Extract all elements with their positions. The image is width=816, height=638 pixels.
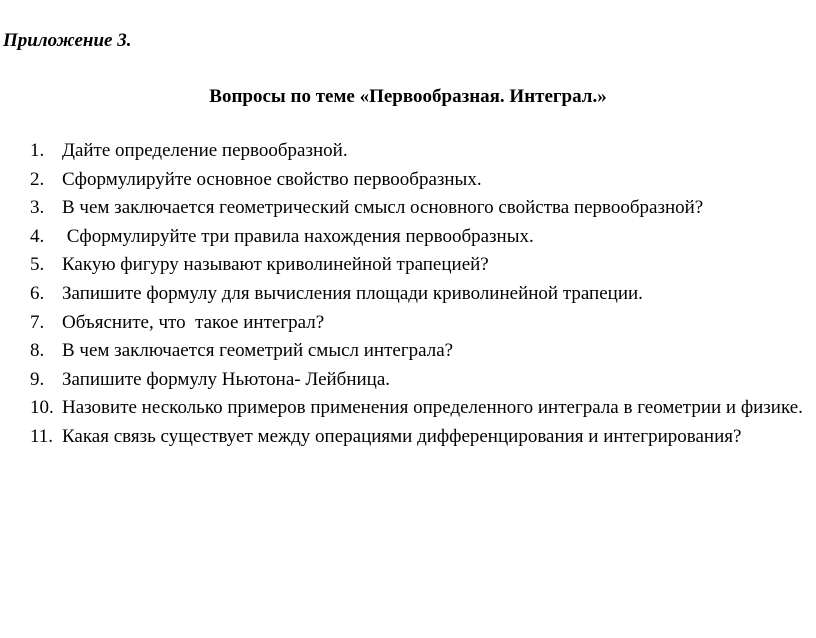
question-text: Запишите формулу Ньютона- Лейбница. — [62, 368, 391, 390]
question-number: 8. — [30, 340, 45, 362]
question-list — [0, 137, 816, 452]
question-number: 3. — [30, 197, 45, 219]
question-text: Какая связь существует между операциями дифференцирования и интегрирования? — [62, 425, 742, 447]
question-item — [0, 223, 816, 252]
question-item — [0, 251, 816, 280]
question-text: Объясните, что такое интеграл? — [62, 311, 325, 333]
question-text: Назовите несколько примеров применения определенного интеграла в геометрии и физике. — [62, 397, 803, 419]
question-number: 2. — [30, 168, 45, 190]
question-number: 10. — [30, 397, 54, 419]
question-item — [0, 366, 816, 395]
question-text: Сформулируйте основное свойство первообразных. — [62, 168, 482, 190]
question-text: Дайте определение первообразной. — [62, 140, 348, 161]
question-number: 7. — [30, 311, 45, 333]
question-item — [0, 194, 816, 223]
question-number: 9. — [30, 368, 45, 390]
appendix-label: Приложение 3. — [3, 30, 132, 51]
question-item — [0, 280, 816, 309]
question-number: 4. — [30, 225, 45, 247]
question-item — [0, 137, 816, 166]
question-text: Запишите формулу для вычисления площади криволинейной трапеции. — [62, 282, 643, 304]
question-item — [0, 394, 816, 423]
document-title: Вопросы по теме «Первообразная. Интеграл.» — [209, 86, 607, 107]
question-item — [0, 166, 816, 195]
question-item — [0, 423, 816, 452]
question-text: Какую фигуру называют криволинейной трапецией? — [62, 254, 489, 276]
question-text: В чем заключается геометрий смысл интеграла? — [62, 340, 454, 362]
question-number: 5. — [30, 254, 45, 276]
question-number: 11. — [30, 425, 54, 447]
question-item — [0, 309, 816, 338]
question-item — [0, 337, 816, 366]
question-text: В чем заключается геометрический смысл основного свойства первообразной? — [62, 197, 704, 219]
question-number: 1. — [30, 140, 45, 161]
question-text: Сформулируйте три правила нахождения первообразных. — [62, 225, 534, 247]
question-number: 6. — [30, 282, 45, 304]
